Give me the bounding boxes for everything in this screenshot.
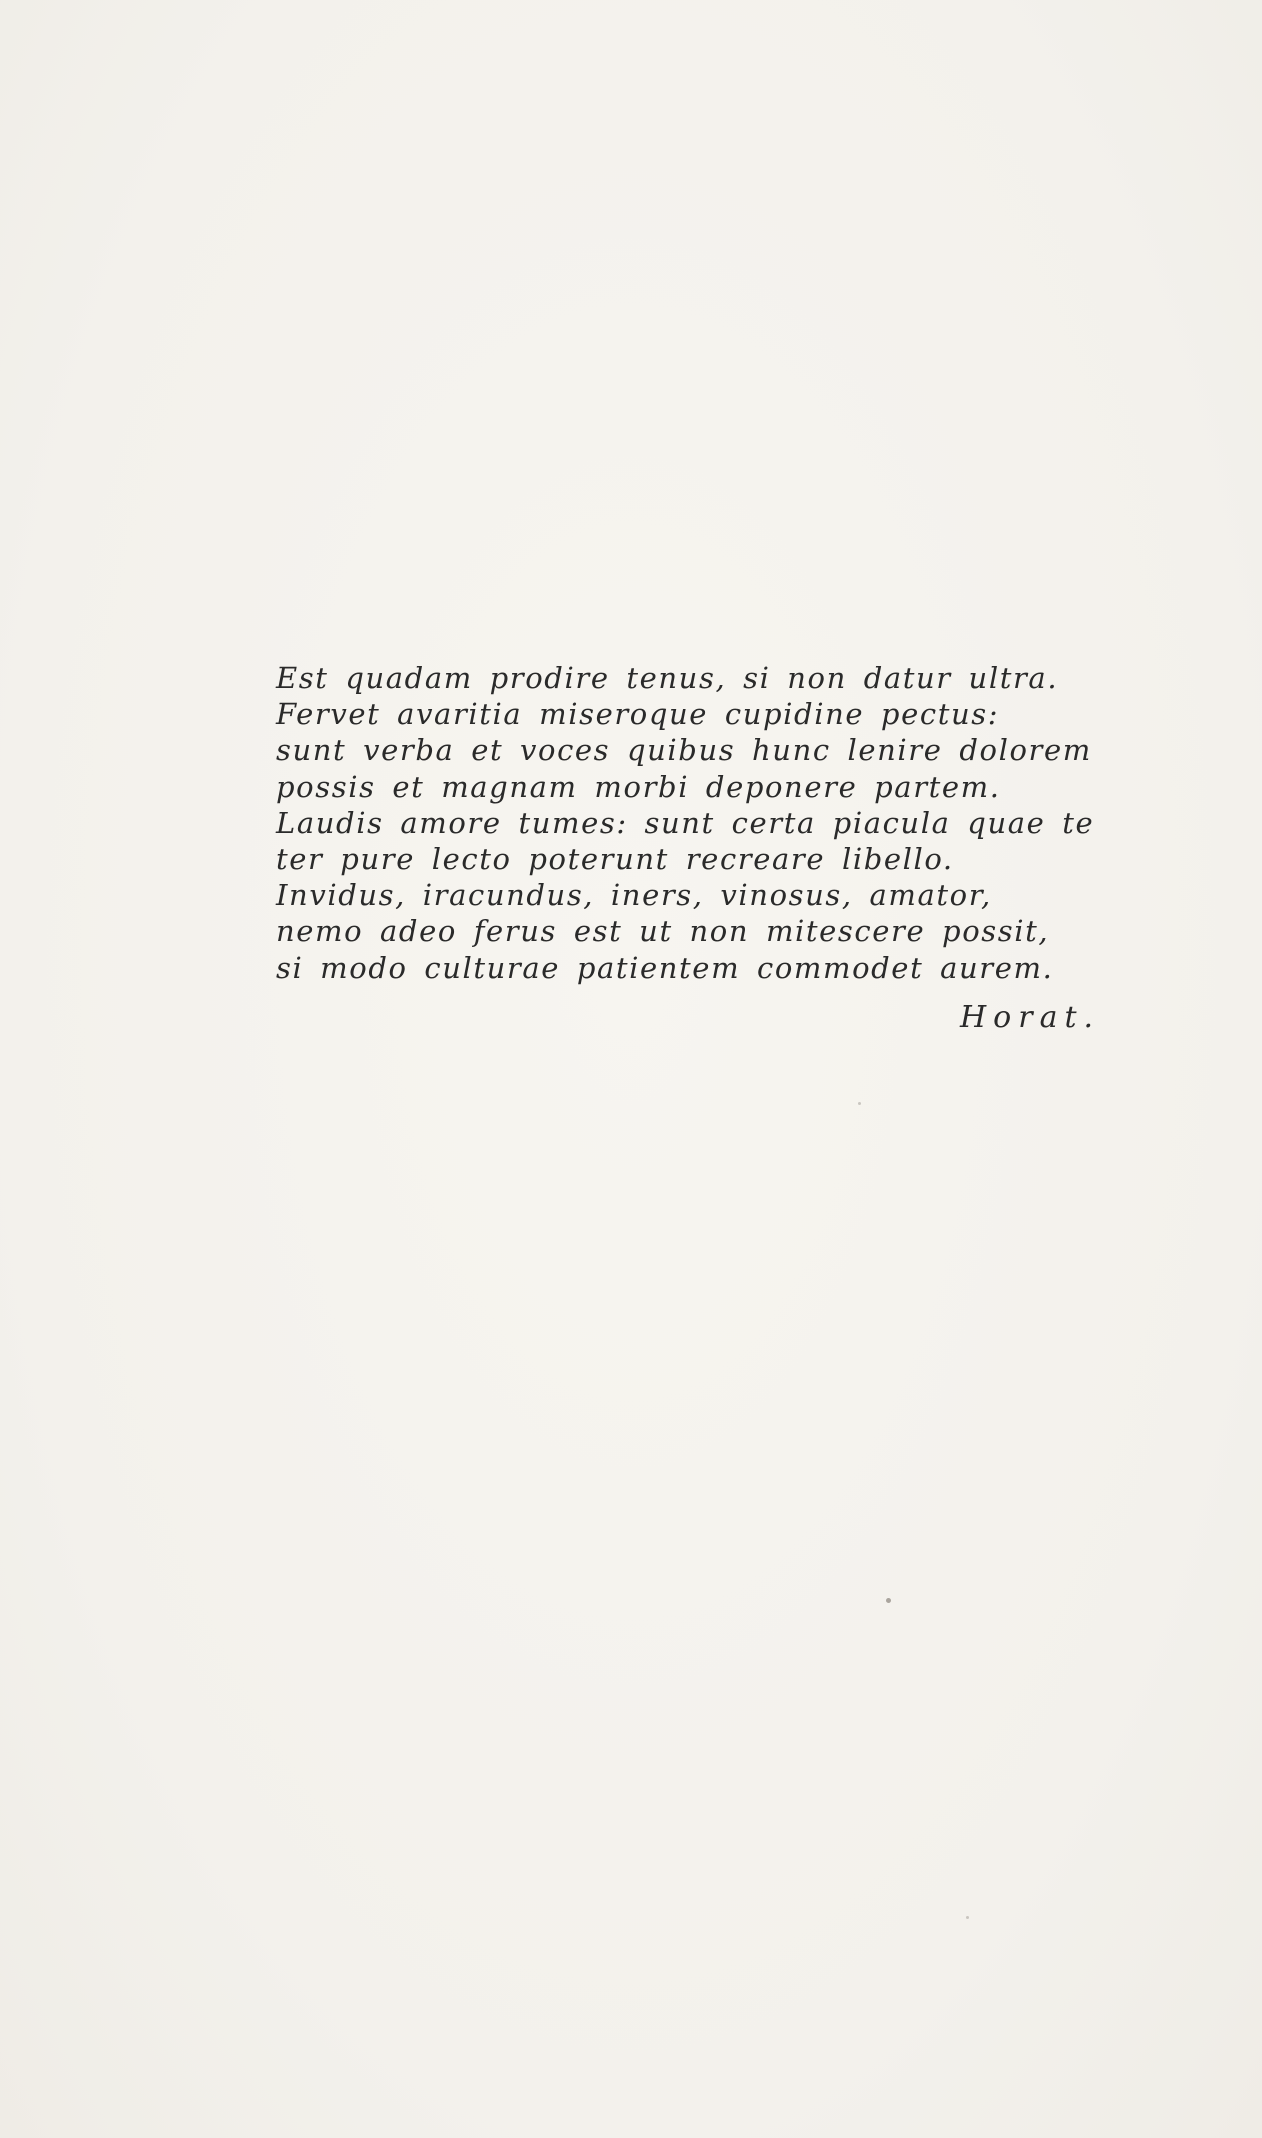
verse-line-4: possis et magnam morbi deponere partem. <box>276 769 1001 804</box>
paper-speck <box>966 1916 969 1919</box>
verse-lines <box>276 660 1096 986</box>
verse-line-2: Fervet avaritia miseroque cupidine pectus: <box>276 697 1000 732</box>
verse-line-1: Est quadam prodire tenus, si non datur ultra. <box>276 661 1059 695</box>
verse-line-3: sunt verba et voces quibus hunc lenire dolorem <box>276 733 1092 768</box>
paper-speck <box>886 1598 891 1603</box>
verse-line-8: nemo adeo ferus est ut non mitescere possit, <box>276 914 1050 949</box>
attribution: Horat. <box>960 1000 1101 1035</box>
epigraph <box>276 660 1096 986</box>
paper-speck <box>858 1102 861 1105</box>
verse-line-5: Laudis amore tumes: sunt certa piacula quae te <box>276 805 1095 840</box>
verse-line-9: si modo culturae patientem commodet aurem. <box>276 950 1054 985</box>
verse-line-6: ter pure lecto poterunt recreare libello. <box>276 842 954 877</box>
verse-line-7: Invidus, iracundus, iners, vinosus, amator, <box>276 878 992 913</box>
